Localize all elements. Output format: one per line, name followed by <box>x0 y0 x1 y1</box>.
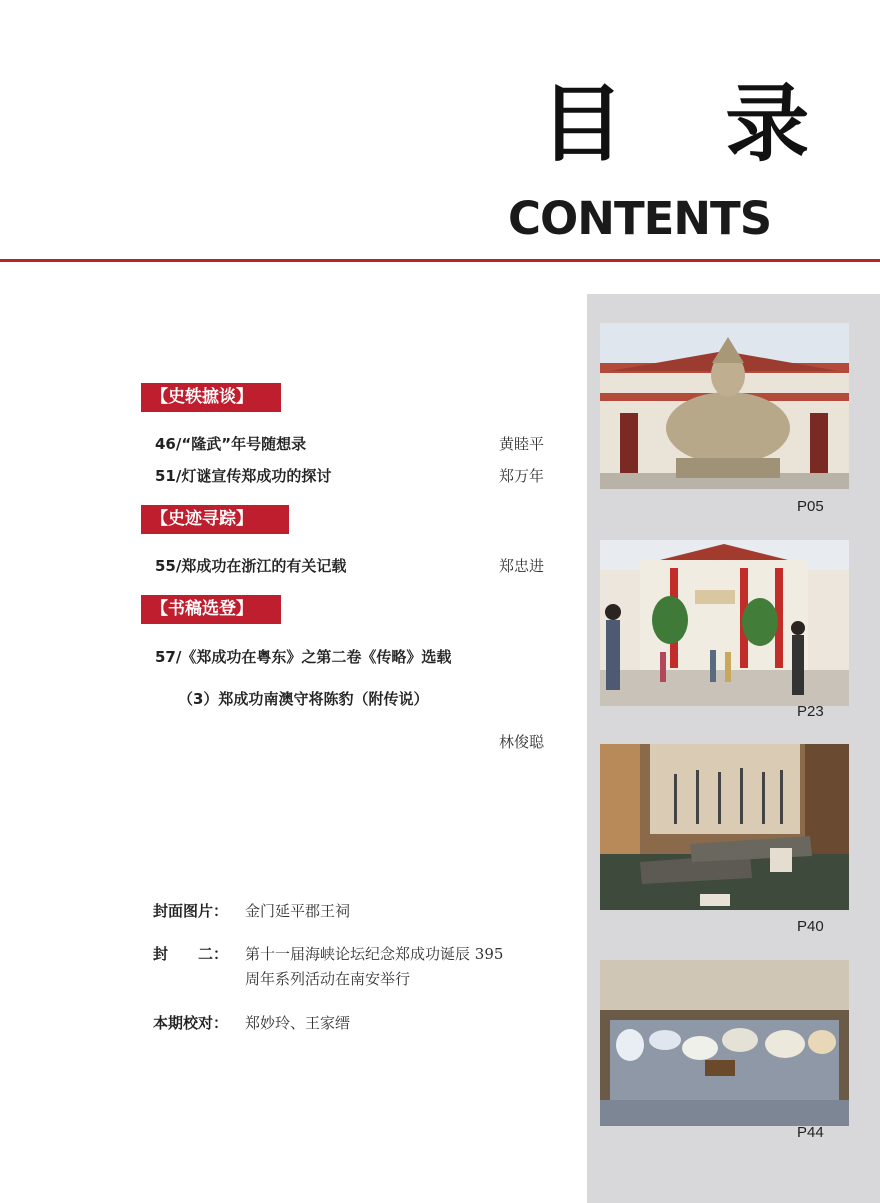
credit-value-inside-cover-line2: 周年系列活动在南安举行 <box>245 970 411 988</box>
toc-author: 郑忠进 <box>499 557 545 575</box>
photo-porcelain-exhibit <box>600 960 849 1126</box>
credit-label-inside-cover: 封 二： <box>153 945 229 963</box>
photo-statue <box>600 323 849 489</box>
toc-entry[interactable]: 46/“隆武”年号随想录 <box>155 435 307 453</box>
header-divider <box>0 259 880 262</box>
section-header: 【史轶摭谈】 <box>141 383 281 412</box>
page-title-cn: 目 录 <box>540 74 846 173</box>
credit-value-inside-cover: 第十一届海峡论坛纪念郑成功诞辰 395 <box>245 945 504 963</box>
photo-caption: P44 <box>797 1124 824 1141</box>
toc-author: 林俊聪 <box>499 733 545 751</box>
toc-entry[interactable]: 57/《郑成功在粤东》之第二卷《传略》选载 <box>155 648 452 666</box>
photo-caption: P05 <box>797 498 824 515</box>
photo-museum-building <box>600 540 849 706</box>
photo-caption: P40 <box>797 918 824 935</box>
photo-caption: P23 <box>797 703 824 720</box>
toc-entry-subtitle[interactable]: （3）郑成功南澳守将陈豹（附传说） <box>178 690 429 708</box>
toc-entry[interactable]: 55/郑成功在浙江的有关记载 <box>155 557 347 575</box>
toc-entry[interactable]: 51/灯谜宣传郑成功的探讨 <box>155 467 332 485</box>
section-header: 【史迹寻踪】 <box>141 505 289 534</box>
credit-label-cover: 封面图片： <box>153 902 229 920</box>
photo-cannons-exhibit <box>600 744 849 910</box>
toc-author: 黄睦平 <box>499 435 545 453</box>
credit-label-proofreader: 本期校对： <box>153 1014 229 1032</box>
credit-value-cover: 金门延平郡王祠 <box>245 902 351 920</box>
toc-author: 郑万年 <box>499 467 545 485</box>
page-title-en: CONTENTS <box>508 192 772 245</box>
credit-value-proofreader: 郑妙玲、王家缙 <box>245 1014 351 1032</box>
section-header: 【书稿选登】 <box>141 595 281 624</box>
